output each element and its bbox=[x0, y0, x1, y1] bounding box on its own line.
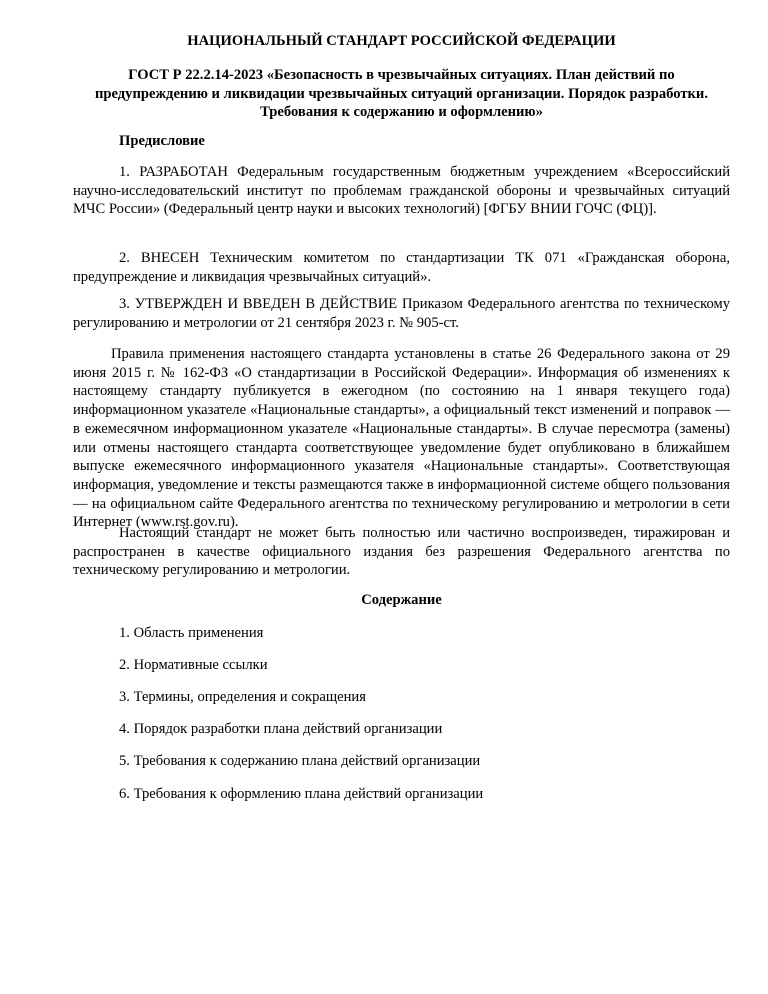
preface-paragraph-approved: 3. УТВЕРЖДЕН И ВВЕДЕН В ДЕЙСТВИЕ Приказом Федерального агентства по техническому регулированию и метрологии от 21 сентября 2023 г. № 905-ст. bbox=[73, 296, 730, 331]
toc-item-scope: 1. Область применения bbox=[119, 625, 264, 641]
preface-paragraph-copyright: Настоящий стандарт не может быть полностью или частично воспроизведен, тиражирован и распространен в качестве официального издания без разрешения Федерального агентства по техническому регулированию и метрологии. bbox=[73, 525, 730, 579]
toc-item-formatting-requirements: 6. Требования к оформлению плана действий организации bbox=[119, 786, 484, 802]
preface-paragraph-introduced: 2. ВНЕСЕН Техническим комитетом по стандартизации ТК 071 «Гражданская оборона, предупреждение и ликвидация чрезвычайных ситуаций». bbox=[73, 250, 730, 285]
toc-item-terms-definitions: 3. Термины, определения и сокращения bbox=[119, 689, 366, 705]
toc-item-development-procedure: 4. Порядок разработки плана действий организации bbox=[119, 721, 443, 737]
preface-heading: Предисловие bbox=[119, 133, 205, 149]
contents-heading: Содержание bbox=[361, 592, 442, 608]
gost-title: ГОСТ Р 22.2.14-2023 «Безопасность в чрезвычайных ситуациях. План действий по предупреждению и ликвидации чрезвычайных ситуаций организации. Порядок разработки. Требования к содержанию и оформлению» bbox=[94, 67, 708, 121]
preface-paragraph-application-rules: Правила применения настоящего стандарта установлены в статье 26 Федерального закона от 29 июня 2015 г. № 162-ФЗ «О стандартизации в Российской Федерации». Информация об изменениях к настоящему стандарту публикуется в ежегодном (по состоянию на 1 января текущего года) информационном указателе «Национальные стандарты», а официальный текст изменений и поправок — в ежемесячном информационном указателе «Национальные стандарты». В случае пересмотра (замены) или отмены настоящего стандарта соответствующее уведомление будет опубликовано в ближайшем выпуске ежемесячного информационного указателя «Национальные стандарты». Соответствующая информация, уведомление и тексты размещаются также в информационной системе общего пользования — на официальном сайте Федерального агентства по техническому регулированию и метрологии в сети Интернет (www.rst.gov.ru). bbox=[73, 346, 730, 531]
national-standard-header: НАЦИОНАЛЬНЫЙ СТАНДАРТ РОССИЙСКОЙ ФЕДЕРАЦИИ bbox=[187, 33, 616, 49]
toc-item-content-requirements: 5. Требования к содержанию плана действий организации bbox=[119, 753, 481, 769]
preface-paragraph-developed: 1. РАЗРАБОТАН Федеральным государственным бюджетным учреждением «Всероссийский научно-исследовательский институт по проблемам гражданской обороны и чрезвычайных ситуаций МЧС России» (Федеральный центр науки и высоких технологий) [ФГБУ ВНИИ ГОЧС (ФЦ)]. bbox=[73, 164, 730, 218]
toc-item-normative-references: 2. Нормативные ссылки bbox=[119, 657, 268, 673]
